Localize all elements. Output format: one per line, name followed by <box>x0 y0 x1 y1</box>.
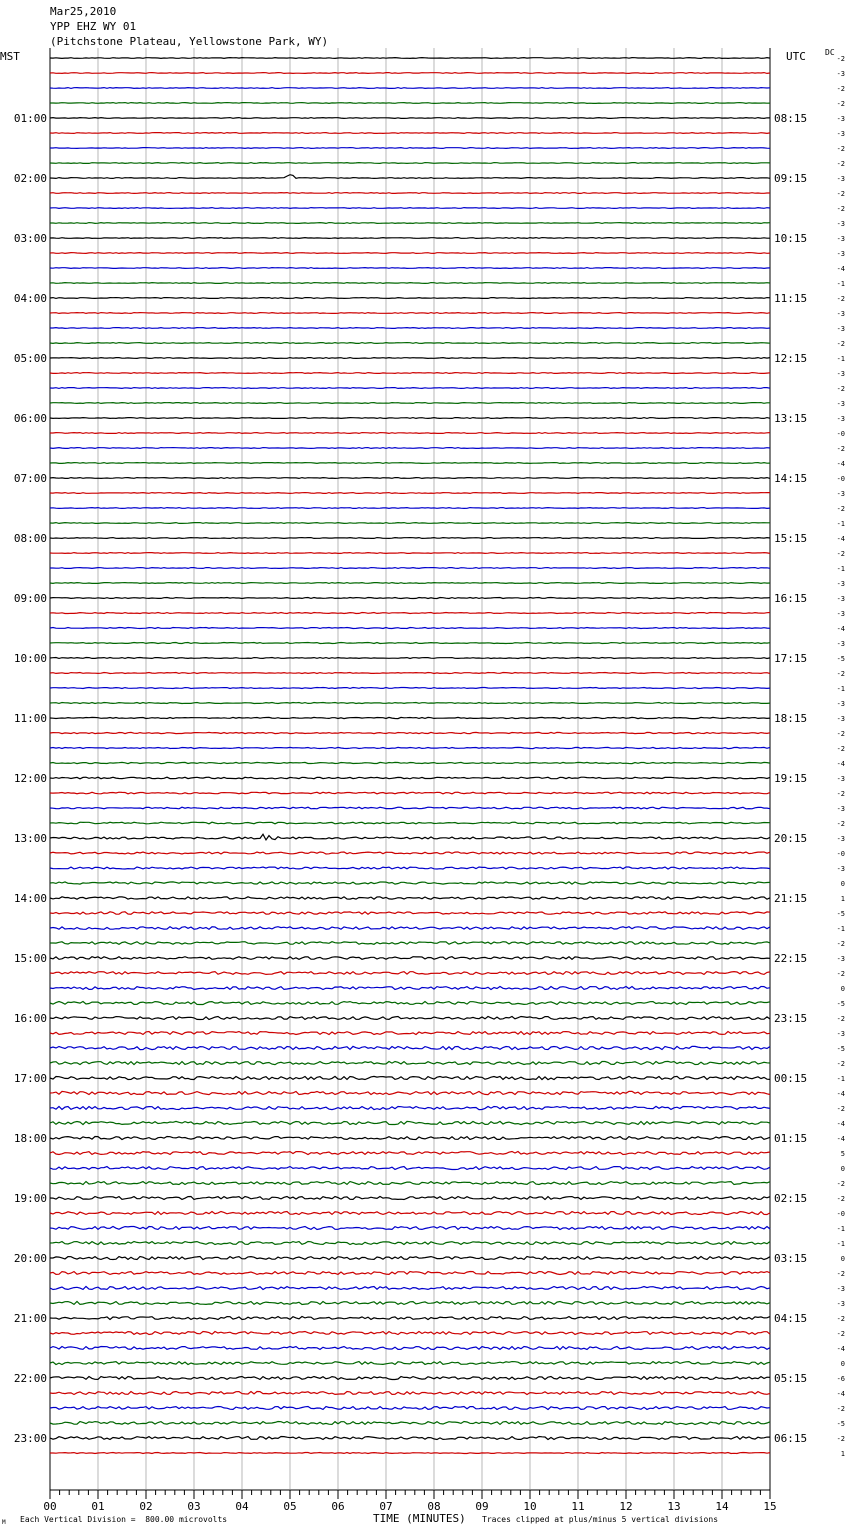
seismic-trace <box>50 463 770 464</box>
utc-hour-label: 18:15 <box>774 712 808 725</box>
x-tick-label: 12 <box>619 1500 633 1513</box>
dc-offset-value: -1 <box>836 520 845 528</box>
seismic-trace <box>50 613 770 614</box>
dc-offset-value: -2 <box>836 970 845 978</box>
seismic-trace <box>50 852 770 854</box>
x-tick-label: 10 <box>523 1500 537 1513</box>
seismic-trace <box>50 807 770 809</box>
seismic-trace <box>50 1317 770 1320</box>
dc-offset-value: -3 <box>836 700 845 708</box>
seismic-trace <box>50 762 770 763</box>
x-tick-label: 00 <box>43 1500 57 1513</box>
corner-mark: M <box>2 1519 6 1526</box>
seismic-trace <box>50 193 770 194</box>
mst-hour-label: 16:00 <box>13 1012 47 1025</box>
utc-hour-label: 00:15 <box>774 1072 808 1085</box>
dc-offset-value: -2 <box>836 1060 845 1068</box>
mst-hour-label: 23:00 <box>13 1432 47 1445</box>
seismic-trace <box>50 343 770 344</box>
dc-offset-value: -3 <box>836 70 845 78</box>
seismic-trace <box>50 987 770 990</box>
seismic-trace <box>50 1453 770 1454</box>
dc-offset-value: -2 <box>836 820 845 828</box>
dc-offset-value: -4 <box>836 1345 845 1353</box>
dc-offset-value: -2 <box>836 505 845 513</box>
seismic-trace <box>50 1061 770 1064</box>
dc-offset-value: 1 <box>840 1450 845 1458</box>
dc-offset-value: -2 <box>836 745 845 753</box>
mst-hour-label: 22:00 <box>13 1372 47 1385</box>
utc-hour-label: 06:15 <box>774 1432 808 1445</box>
seismic-trace <box>50 732 770 733</box>
seismic-trace <box>50 118 770 119</box>
seismic-trace <box>50 1407 770 1410</box>
seismic-trace <box>50 1167 770 1170</box>
dc-offset-value: -3 <box>836 400 845 408</box>
dc-offset-value: -3 <box>836 1030 845 1038</box>
seismic-trace <box>50 358 770 359</box>
dc-offset-value: -3 <box>836 175 845 183</box>
dc-offset-value: -3 <box>836 1300 845 1308</box>
mst-hour-label: 09:00 <box>13 592 47 605</box>
seismic-trace <box>50 1106 770 1109</box>
seismic-trace <box>50 163 770 164</box>
seismic-trace <box>50 1076 770 1079</box>
dc-offset-value: -2 <box>836 550 845 558</box>
dc-offset-value: -2 <box>836 205 845 213</box>
mst-hour-label: 14:00 <box>13 892 47 905</box>
seismic-trace <box>50 208 770 209</box>
seismic-trace <box>50 1332 770 1335</box>
dc-offset-value: -2 <box>836 1105 845 1113</box>
mst-hour-label: 08:00 <box>13 532 47 545</box>
x-axis-title: TIME (MINUTES) <box>373 1512 466 1525</box>
mst-hour-label: 07:00 <box>13 472 47 485</box>
seismic-trace <box>50 133 770 134</box>
dc-offset-value: -2 <box>836 1270 845 1278</box>
seismic-trace <box>50 523 770 524</box>
utc-hour-label: 22:15 <box>774 952 808 965</box>
seismic-trace <box>50 403 770 404</box>
mst-hour-label: 18:00 <box>13 1132 47 1145</box>
seismic-trace <box>50 298 770 299</box>
seismic-trace <box>50 433 770 434</box>
mst-axis-label: MST <box>0 50 20 63</box>
dc-offset-value: -2 <box>836 1330 845 1338</box>
dc-offset-value: -1 <box>836 355 845 363</box>
mst-hour-label: 21:00 <box>13 1312 47 1325</box>
seismic-trace <box>50 867 770 869</box>
seismic-trace <box>50 834 770 840</box>
seismic-trace <box>50 658 770 659</box>
seismic-trace <box>50 478 770 479</box>
seismic-trace <box>50 1242 770 1245</box>
dc-offset-value: -3 <box>836 865 845 873</box>
utc-hour-label: 12:15 <box>774 352 808 365</box>
seismic-trace <box>50 253 770 254</box>
seismic-trace <box>50 328 770 329</box>
seismic-trace <box>50 553 770 554</box>
seismic-trace <box>50 942 770 945</box>
dc-offset-value: -1 <box>836 1225 845 1233</box>
mst-hour-label: 19:00 <box>13 1192 47 1205</box>
dc-offset-value: -2 <box>836 55 845 63</box>
clip-note: Traces clipped at plus/minus 5 vertical divisions <box>482 1515 719 1524</box>
seismic-trace <box>50 1257 770 1260</box>
dc-offset-value: -1 <box>836 565 845 573</box>
dc-offset-value: -3 <box>836 220 845 228</box>
x-tick-label: 06 <box>331 1500 345 1513</box>
utc-hour-label: 03:15 <box>774 1252 808 1265</box>
dc-offset-value: -2 <box>836 730 845 738</box>
dc-offset-value: -3 <box>836 490 845 498</box>
mst-hour-label: 05:00 <box>13 352 47 365</box>
utc-hour-label: 16:15 <box>774 592 808 605</box>
seismic-trace <box>50 388 770 389</box>
mst-hour-label: 12:00 <box>13 772 47 785</box>
seismic-trace <box>50 1182 770 1185</box>
seismic-trace <box>50 643 770 644</box>
x-tick-label: 02 <box>139 1500 153 1513</box>
seismic-trace <box>50 1287 770 1290</box>
seismic-trace <box>50 1437 770 1440</box>
dc-offset-value: -3 <box>836 1285 845 1293</box>
mst-hour-label: 15:00 <box>13 952 47 965</box>
x-tick-label: 05 <box>283 1500 297 1513</box>
seismic-trace <box>50 777 770 779</box>
dc-offset-value: -2 <box>836 340 845 348</box>
seismic-trace <box>50 912 770 914</box>
dc-offset-value: -3 <box>836 415 845 423</box>
dc-offset-value: -3 <box>836 310 845 318</box>
seismic-trace <box>50 1272 770 1275</box>
dc-offset-value: -5 <box>836 1045 845 1053</box>
seismic-trace <box>50 1121 770 1124</box>
seismic-trace <box>50 1032 770 1035</box>
utc-hour-label: 23:15 <box>774 1012 808 1025</box>
plot-date: Mar25,2010 <box>50 5 117 18</box>
seismic-trace <box>50 448 770 449</box>
x-tick-label: 09 <box>475 1500 489 1513</box>
dc-offset-value: -3 <box>836 640 845 648</box>
mst-hour-label: 17:00 <box>13 1072 47 1085</box>
dc-offset-value: -4 <box>836 265 845 273</box>
dc-offset-value: -3 <box>836 715 845 723</box>
dc-offset-value: -2 <box>836 100 845 108</box>
seismic-trace <box>50 717 770 718</box>
dc-offset-value: 1 <box>840 895 845 903</box>
dc-offset-value: -2 <box>836 1195 845 1203</box>
utc-hour-label: 05:15 <box>774 1372 808 1385</box>
utc-hour-label: 01:15 <box>774 1132 808 1145</box>
seismic-trace <box>50 508 770 509</box>
seismic-trace <box>50 1377 770 1380</box>
seismic-trace <box>50 493 770 494</box>
dc-offset-value: -0 <box>836 1210 845 1218</box>
seismic-trace <box>50 747 770 748</box>
utc-hour-label: 14:15 <box>774 472 808 485</box>
seismic-trace <box>50 792 770 794</box>
seismic-trace <box>50 175 770 179</box>
seismic-trace <box>50 238 770 239</box>
seismic-trace <box>50 1347 770 1350</box>
dc-offset-value: 0 <box>840 985 845 993</box>
dc-label: DC <box>825 48 835 57</box>
dc-offset-value: -1 <box>836 925 845 933</box>
dc-offset-value: -1 <box>836 1240 845 1248</box>
seismic-trace <box>50 148 770 149</box>
mst-hour-label: 04:00 <box>13 292 47 305</box>
seismic-trace <box>50 223 770 224</box>
dc-offset-value: -4 <box>836 1090 845 1098</box>
x-tick-label: 14 <box>715 1500 729 1513</box>
dc-offset-value: -2 <box>836 940 845 948</box>
utc-hour-label: 09:15 <box>774 172 808 185</box>
seismic-trace <box>50 73 770 74</box>
dc-offset-value: -1 <box>836 685 845 693</box>
utc-hour-label: 11:15 <box>774 292 808 305</box>
x-tick-label: 07 <box>379 1500 393 1513</box>
dc-offset-value: -3 <box>836 580 845 588</box>
seismic-trace <box>50 568 770 569</box>
dc-offset-value: -4 <box>836 625 845 633</box>
seismic-trace <box>50 1002 770 1005</box>
station-location: (Pitchstone Plateau, Yellowstone Park, WY) <box>50 35 329 48</box>
mst-hour-label: 01:00 <box>13 112 47 125</box>
dc-offset-value: -0 <box>836 430 845 438</box>
x-tick-label: 04 <box>235 1500 249 1513</box>
dc-offset-value: -4 <box>836 1120 845 1128</box>
seismic-trace <box>50 538 770 539</box>
dc-offset-value: 0 <box>840 1255 845 1263</box>
dc-offset-value: -4 <box>836 535 845 543</box>
utc-hour-label: 21:15 <box>774 892 808 905</box>
dc-offset-value: -3 <box>836 250 845 258</box>
dc-offset-value: -4 <box>836 1390 845 1398</box>
dc-offset-value: -2 <box>836 145 845 153</box>
dc-offset-value: -2 <box>836 385 845 393</box>
seismic-trace <box>50 58 770 59</box>
seismic-trace <box>50 1227 770 1230</box>
seismic-trace <box>50 283 770 284</box>
seismic-trace <box>50 1017 770 1020</box>
dc-offset-value: -1 <box>836 280 845 288</box>
seismic-trace <box>50 373 770 374</box>
seismic-trace <box>50 957 770 960</box>
station-code: YPP EHZ WY 01 <box>50 20 137 33</box>
seismic-trace <box>50 1152 770 1155</box>
seismic-trace <box>50 822 770 824</box>
x-tick-label: 13 <box>667 1500 681 1513</box>
dc-offset-value: -5 <box>836 1000 845 1008</box>
dc-offset-value: -5 <box>836 1420 845 1428</box>
seismic-trace <box>50 1091 770 1094</box>
seismic-trace <box>50 103 770 104</box>
seismic-trace <box>50 897 770 899</box>
utc-axis-label: UTC <box>786 50 806 63</box>
dc-offset-value: -2 <box>836 85 845 93</box>
utc-hour-label: 04:15 <box>774 1312 808 1325</box>
dc-offset-value: -3 <box>836 610 845 618</box>
dc-offset-value: -2 <box>836 670 845 678</box>
utc-hour-label: 17:15 <box>774 652 808 665</box>
dc-offset-value: -3 <box>836 235 845 243</box>
dc-offset-value: -5 <box>836 655 845 663</box>
seismic-trace <box>50 598 770 599</box>
dc-offset-value: -2 <box>836 295 845 303</box>
seismic-trace <box>50 1137 770 1140</box>
seismic-trace <box>50 418 770 419</box>
seismic-trace <box>50 1046 770 1049</box>
dc-offset-value: -3 <box>836 370 845 378</box>
seismic-trace <box>50 1302 770 1305</box>
dc-offset-value: -2 <box>836 190 845 198</box>
utc-hour-label: 02:15 <box>774 1192 808 1205</box>
mst-hour-label: 20:00 <box>13 1252 47 1265</box>
x-tick-label: 11 <box>571 1500 585 1513</box>
seismic-trace <box>50 1392 770 1395</box>
dc-offset-value: -4 <box>836 460 845 468</box>
x-tick-label: 03 <box>187 1500 201 1513</box>
x-tick-label: 01 <box>91 1500 105 1513</box>
mst-hour-label: 03:00 <box>13 232 47 245</box>
seismic-trace <box>50 268 770 269</box>
mst-hour-label: 06:00 <box>13 412 47 425</box>
dc-offset-value: -2 <box>836 1180 845 1188</box>
seismic-trace <box>50 1362 770 1365</box>
x-tick-label: 15 <box>763 1500 777 1513</box>
x-tick-label: 08 <box>427 1500 441 1513</box>
seismic-trace <box>50 703 770 704</box>
dc-offset-value: -2 <box>836 1405 845 1413</box>
mst-hour-label: 11:00 <box>13 712 47 725</box>
dc-offset-value: -3 <box>836 805 845 813</box>
dc-offset-value: -2 <box>836 790 845 798</box>
mst-hour-label: 13:00 <box>13 832 47 845</box>
seismic-trace <box>50 313 770 314</box>
dc-offset-value: -3 <box>836 775 845 783</box>
dc-offset-value: -2 <box>836 445 845 453</box>
seismic-trace <box>50 1212 770 1215</box>
dc-offset-value: -6 <box>836 1375 845 1383</box>
dc-offset-value: -5 <box>836 910 845 918</box>
dc-offset-value: -2 <box>836 160 845 168</box>
utc-hour-label: 20:15 <box>774 832 808 845</box>
dc-offset-value: -3 <box>836 325 845 333</box>
dc-offset-value: -1 <box>836 1075 845 1083</box>
seismic-trace <box>50 882 770 884</box>
dc-offset-value: -0 <box>836 475 845 483</box>
dc-offset-value: -2 <box>836 1435 845 1443</box>
dc-offset-value: -3 <box>836 130 845 138</box>
dc-offset-value: 5 <box>840 1150 845 1158</box>
dc-offset-value: -2 <box>836 1315 845 1323</box>
dc-offset-value: 0 <box>840 1165 845 1173</box>
dc-offset-value: 0 <box>840 880 845 888</box>
dc-offset-value: -3 <box>836 115 845 123</box>
mst-hour-label: 02:00 <box>13 172 47 185</box>
utc-hour-label: 19:15 <box>774 772 808 785</box>
dc-offset-value: -3 <box>836 835 845 843</box>
utc-hour-label: 15:15 <box>774 532 808 545</box>
dc-offset-value: -3 <box>836 955 845 963</box>
utc-hour-label: 13:15 <box>774 412 808 425</box>
seismic-trace <box>50 88 770 89</box>
dc-offset-value: -3 <box>836 595 845 603</box>
seismic-trace <box>50 673 770 674</box>
dc-offset-value: -4 <box>836 1135 845 1143</box>
seismic-trace <box>50 688 770 689</box>
seismic-trace <box>50 1197 770 1200</box>
dc-offset-value: 0 <box>840 1360 845 1368</box>
seismic-trace <box>50 628 770 629</box>
seismic-trace <box>50 972 770 975</box>
seismic-trace <box>50 583 770 584</box>
seismic-trace <box>50 927 770 930</box>
mst-hour-label: 10:00 <box>13 652 47 665</box>
dc-offset-value: -4 <box>836 760 845 768</box>
utc-hour-label: 10:15 <box>774 232 808 245</box>
dc-offset-value: -0 <box>836 850 845 858</box>
utc-hour-label: 08:15 <box>774 112 808 125</box>
seismic-trace <box>50 1422 770 1425</box>
scale-note: Each Vertical Division = 800.00 microvolts <box>20 1515 228 1524</box>
dc-offset-value: -2 <box>836 1015 845 1023</box>
